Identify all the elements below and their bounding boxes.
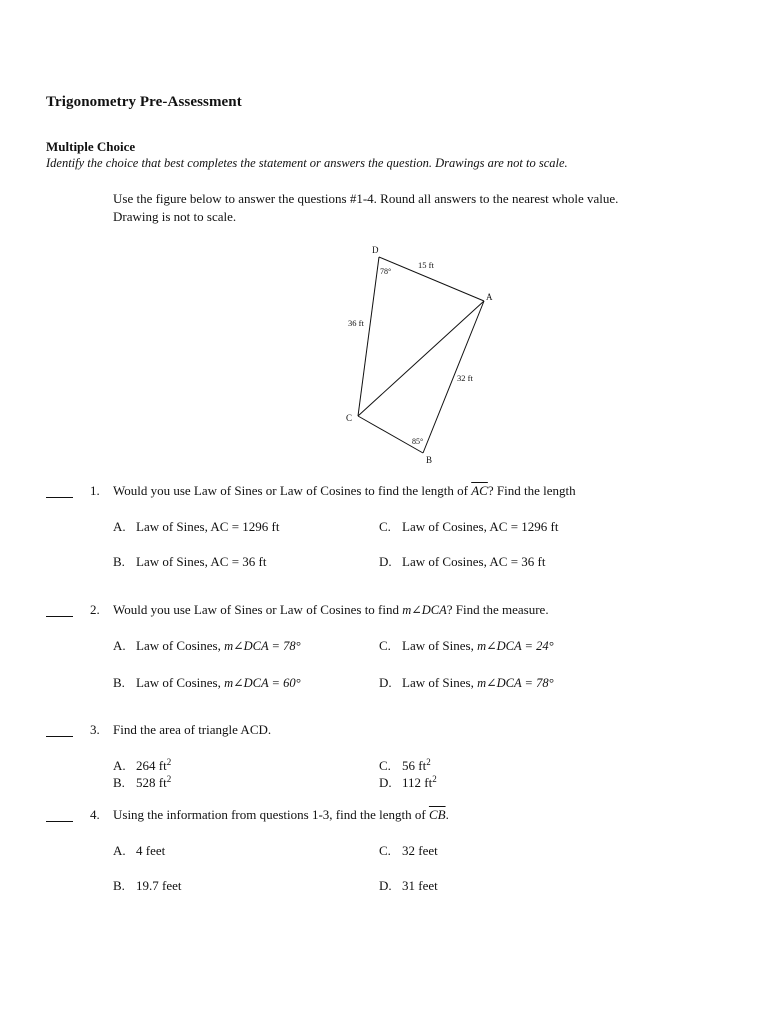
answer-blank-4[interactable] bbox=[46, 820, 73, 822]
option-d[interactable] bbox=[379, 675, 554, 691]
option-math: m∠DCA = 78° bbox=[477, 676, 554, 690]
side-label-da: 15 ft bbox=[418, 260, 434, 270]
instructions: Identify the choice that best completes the statement or answers the question. Drawings are not to scale. bbox=[46, 156, 568, 170]
option-d[interactable] bbox=[379, 554, 545, 570]
option-letter: A. bbox=[113, 638, 126, 653]
question-text bbox=[113, 483, 576, 499]
option-letter: C. bbox=[379, 843, 391, 858]
option-a[interactable] bbox=[113, 519, 279, 535]
option-c[interactable] bbox=[379, 638, 554, 654]
option-text: Law of Cosines, bbox=[136, 675, 221, 690]
option-letter: A. bbox=[113, 843, 126, 858]
side-label-dc: 36 ft bbox=[348, 318, 364, 328]
intro-line-2: Drawing is not to scale. bbox=[113, 209, 237, 224]
vertex-label-d: D bbox=[372, 245, 379, 255]
option-text: Law of Sines, bbox=[402, 638, 474, 653]
option-letter: D. bbox=[379, 878, 392, 893]
option-text: Law of Cosines, bbox=[136, 638, 221, 653]
question-number: 1. bbox=[90, 483, 100, 498]
option-c[interactable] bbox=[379, 758, 431, 774]
option-text: 31 feet bbox=[402, 878, 438, 893]
answer-blank-3[interactable] bbox=[46, 735, 73, 737]
vertex-label-c: C bbox=[346, 413, 353, 423]
option-text: 4 feet bbox=[136, 843, 166, 858]
question-number: 2. bbox=[90, 602, 100, 617]
option-b[interactable] bbox=[113, 878, 181, 894]
angle-label-b: 85° bbox=[412, 437, 424, 446]
option-text: 56 ft bbox=[402, 758, 427, 773]
diagonal-ac bbox=[358, 301, 484, 416]
option-text: Law of Cosines, AC = 1296 ft bbox=[402, 519, 559, 534]
question-text-start: Would you use Law of Sines or Law of Cosines to find bbox=[113, 602, 399, 617]
option-text: 112 ft bbox=[402, 775, 433, 790]
option-d[interactable] bbox=[379, 775, 437, 791]
segment-ab bbox=[423, 301, 484, 453]
option-b[interactable] bbox=[113, 554, 266, 570]
question-text-end: ? Find the length bbox=[487, 483, 576, 498]
question-text bbox=[113, 807, 449, 823]
question-number: 4. bbox=[90, 807, 100, 822]
option-letter: D. bbox=[379, 775, 392, 790]
option-text: Law of Sines, AC = 36 ft bbox=[136, 554, 267, 569]
segment-ac: $\overline{AC}$ bbox=[471, 483, 488, 498]
option-math: m∠DCA = 24° bbox=[477, 639, 554, 653]
question-text-start: Would you use Law of Sines or Law of Cosines to find the length of bbox=[113, 483, 468, 498]
option-c[interactable] bbox=[379, 519, 558, 535]
answer-blank-1[interactable] bbox=[46, 496, 73, 498]
option-exponent: 2 bbox=[166, 757, 172, 767]
option-b[interactable] bbox=[113, 675, 301, 691]
question-number: 3. bbox=[90, 722, 100, 737]
option-letter: B. bbox=[113, 554, 125, 569]
intro-line-1: Use the figure below to answer the questions #1-4. Round all answers to the nearest whole value. bbox=[113, 191, 619, 206]
side-label-ab: 32 ft bbox=[457, 373, 473, 383]
option-text: 264 ft bbox=[136, 758, 167, 773]
option-letter: B. bbox=[113, 775, 125, 790]
option-letter: B. bbox=[113, 878, 125, 893]
option-math: m∠DCA = 60° bbox=[224, 676, 301, 690]
option-b[interactable] bbox=[113, 775, 171, 791]
question-text bbox=[113, 602, 549, 618]
option-math: m∠DCA = 78° bbox=[224, 639, 301, 653]
angle-label-d: 78° bbox=[380, 267, 392, 276]
option-a[interactable] bbox=[113, 638, 301, 654]
option-letter: C. bbox=[379, 758, 391, 773]
option-letter: A. bbox=[113, 758, 126, 773]
page-title: Trigonometry Pre-Assessment bbox=[46, 94, 242, 110]
option-a[interactable] bbox=[113, 843, 165, 859]
answer-blank-2[interactable] bbox=[46, 615, 73, 617]
option-c[interactable] bbox=[379, 843, 438, 859]
option-exponent: 2 bbox=[166, 774, 172, 784]
figure-intro bbox=[113, 190, 733, 226]
segment-cd bbox=[358, 257, 379, 416]
option-letter: B. bbox=[113, 675, 125, 690]
option-letter: A. bbox=[113, 519, 126, 534]
vertex-label-a: A bbox=[486, 292, 493, 302]
option-text: Law of Cosines, AC = 36 ft bbox=[402, 554, 546, 569]
option-text: 528 ft bbox=[136, 775, 167, 790]
question-text-end: . bbox=[445, 807, 449, 822]
option-letter: C. bbox=[379, 519, 391, 534]
angle-dca: m∠DCA bbox=[402, 603, 447, 617]
question-text: Find the area of triangle ACD. bbox=[113, 722, 272, 737]
option-text: 19.7 feet bbox=[136, 878, 182, 893]
option-letter: C. bbox=[379, 638, 391, 653]
vertex-label-b: B bbox=[426, 455, 433, 465]
option-exponent: 2 bbox=[432, 774, 437, 784]
quadrilateral-figure bbox=[335, 238, 500, 468]
option-exponent: 2 bbox=[426, 757, 431, 767]
option-letter: D. bbox=[379, 675, 392, 690]
segment-bc bbox=[358, 416, 423, 453]
option-a[interactable] bbox=[113, 758, 171, 774]
option-letter: D. bbox=[379, 554, 392, 569]
option-text: Law of Sines, AC = 1296 ft bbox=[136, 519, 280, 534]
segment-cb: $\overline{CB}$ bbox=[428, 807, 446, 822]
question-text-start: Using the information from questions 1-3, find the length of bbox=[113, 807, 426, 822]
option-d[interactable] bbox=[379, 878, 438, 894]
option-text: 32 feet bbox=[402, 843, 438, 858]
option-text: Law of Sines, bbox=[402, 675, 474, 690]
section-heading: Multiple Choice bbox=[46, 139, 136, 154]
question-text-end: ? Find the measure. bbox=[446, 602, 549, 617]
